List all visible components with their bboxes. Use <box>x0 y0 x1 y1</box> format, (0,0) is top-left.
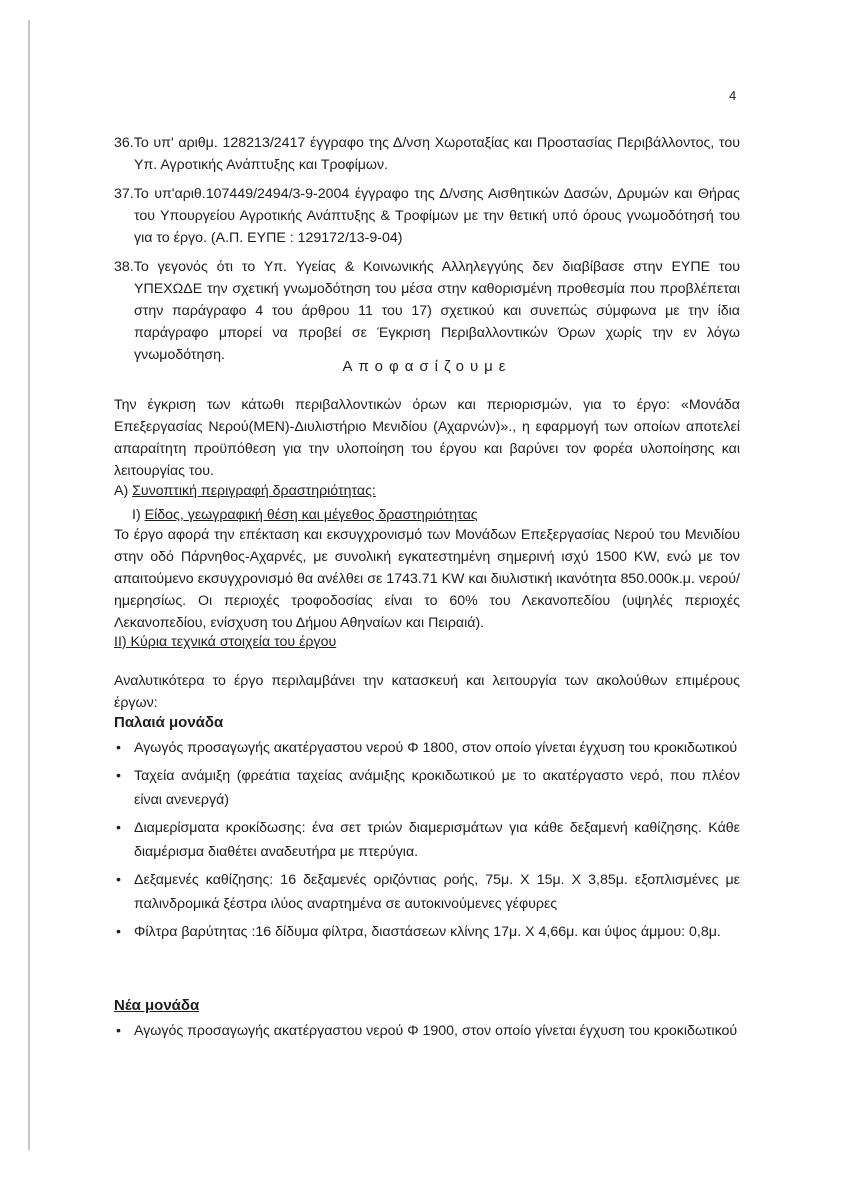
list-item <box>114 868 740 916</box>
list-item <box>114 764 740 812</box>
bullet-glyph: • <box>116 1023 121 1039</box>
sub-i-heading <box>132 504 740 526</box>
bullet-glyph: • <box>116 872 121 888</box>
sub-i-title: Είδος, γεωγραφική θέση και μέγεθος δραστηριότητας <box>144 507 478 523</box>
list-item-text: Δεξαμενές καθίζησης: 16 δεξαμενές οριζόντιας ροής, 75μ. Χ 15μ. Χ 3,85μ. εξοπλισμένες με παλινδρομικά ξέστρα ιλύος αναρτημένα σε αυτοκινούμενες γέφυρες <box>134 872 740 912</box>
old-unit-title: Παλαιά μονάδα <box>114 714 224 731</box>
sub-i-paragraph: Το έργο αφορά την επέκταση και εκσυγχρονισμό των Μονάδων Επεξεργασίας Νερού του Μενιδίου στην οδό Πάρνηθος-Αχαρνές, με συνολική εγκατεστημένη σημερινή ισχύ 1500 KW, ενώ με τον απαιτούμενο εκσυγχρονισμό θα ανέλθει σε 1743.71 KW και διυλιστική ικανότητα 850.000κ.μ. νερού/ημερησίως. Οι περιοχές τροφοδοσίας είναι το 60% του Λεκανοπεδίου (υψηλές περιοχές Λεκανοπεδίου, ενίσχυση του Δήμου Αθηναίων και Πειραιά). <box>114 527 740 631</box>
list-item <box>114 736 740 760</box>
old-unit-list <box>114 736 740 948</box>
bullet-glyph: • <box>116 768 121 784</box>
decision-heading: Αποφασίζουμε <box>342 358 512 375</box>
binder-edge-line <box>28 20 30 1150</box>
sub-i-prefix: Ι) <box>132 507 145 523</box>
section-a-prefix: Α) <box>114 483 133 499</box>
item-38: 38.Το γεγονός ότι το Υπ. Υγείας & Κοινωνικής Αλληλεγγύης δεν διαβίβασε στην ΕΥΠΕ του ΥΠΕΧΩΔΕ την σχετική γνωμοδότηση του μέσα στην καθορισμένη προθεσμία που προβλέπεται στην παράγραφο 4 του άρθρου 11 του 17) σχετικού και συνεπώς σύμφωνα με την ίδια παράγραφο μπορεί να προβεί σε Έγκριση Περιβαλλοντικών Όρων χωρίς την εν λόγω γνωμοδότηση. <box>114 259 740 363</box>
list-item <box>114 920 740 944</box>
list-item-text: Φίλτρα βαρύτητας :16 δίδυμα φίλτρα, διαστάσεων κλίνης 17μ. Χ 4,66μ. και ύψος άμμου: 0,8μ. <box>134 924 721 940</box>
list-item-text: Διαμερίσματα κροκίδωσης: ένα σετ τριών διαμερισμάτων για κάθε δεξαμενή καθίζησης. Κάθε διαμέρισμα διαθέτει αναδευτήρα με πτερύγια. <box>134 820 740 860</box>
list-item-text: Αγωγός προσαγωγής ακατέργαστου νερού Φ 1900, στον οποίο γίνεται έγχυση του κροκιδωτικού <box>134 1023 738 1039</box>
new-unit-list <box>114 1019 740 1047</box>
section-a-heading <box>114 480 740 502</box>
list-item-text: Αγωγός προσαγωγής ακατέργαστου νερού Φ 1800, στον οποίο γίνεται έγχυση του κροκιδωτικού <box>134 740 738 756</box>
page-number: 4 <box>729 88 737 103</box>
new-unit-title: Νέα μονάδα <box>114 997 200 1014</box>
list-item <box>114 816 740 864</box>
approval-paragraph: Την έγκριση των κάτωθι περιβαλλοντικών όρων και περιορισμών, για το έργο: «Μονάδα Επεξεργασίας Νερού(ΜΕΝ)-Διυλιστήριο Μενιδίου (Αχαρνών)»., η εφαρμογή των οποίων αποτελεί απαραίτητη προϋπόθεση για την υλοποίηση του έργου και βαρύνει τον φορέα υλοποίησης και λειτουργίας του. <box>114 397 740 479</box>
item-37: 37.Το υπ'αριθ.107449/2494/3-9-2004 έγγραφο της Δ/νσης Αισθητικών Δασών, Δρυμών και Θήρας του Υπουργείου Αγροτικής Ανάπτυξης & Τροφίμων με την θετική υπό όρους γνωμοδότησή του για το έργο. (Α.Π. ΕΥΠΕ : 129172/13-9-04) <box>114 186 740 246</box>
list-item-text: Ταχεία ανάμιξη (φρεάτια ταχείας ανάμιξης κροκιδωτικού με το ακατέργαστο νερό, που πλέον είναι ανενεργά) <box>134 768 740 808</box>
list-item <box>114 1019 740 1043</box>
sub-ii-paragraph: Αναλυτικότερα το έργο περιλαμβάνει την κατασκευή και λειτουργία των ακολούθων επιμέρους έργων: <box>114 673 740 711</box>
item-36: 36.Το υπ' αριθμ. 128213/2417 έγγραφο της Δ/νση Χωροταξίας και Προστασίας Περιβάλλοντος, του Υπ. Αγροτικής Ανάπτυξης και Τροφίμων. <box>114 135 740 173</box>
section-a-title: Συνοπτική περιγραφή δραστηριότητας: <box>132 483 376 499</box>
bullet-glyph: • <box>116 924 121 940</box>
bullet-glyph: • <box>116 740 121 756</box>
sub-ii-heading: ΙΙ) Κύρια τεχνικά στοιχεία του έργου <box>114 634 337 650</box>
bullet-glyph: • <box>116 820 121 836</box>
